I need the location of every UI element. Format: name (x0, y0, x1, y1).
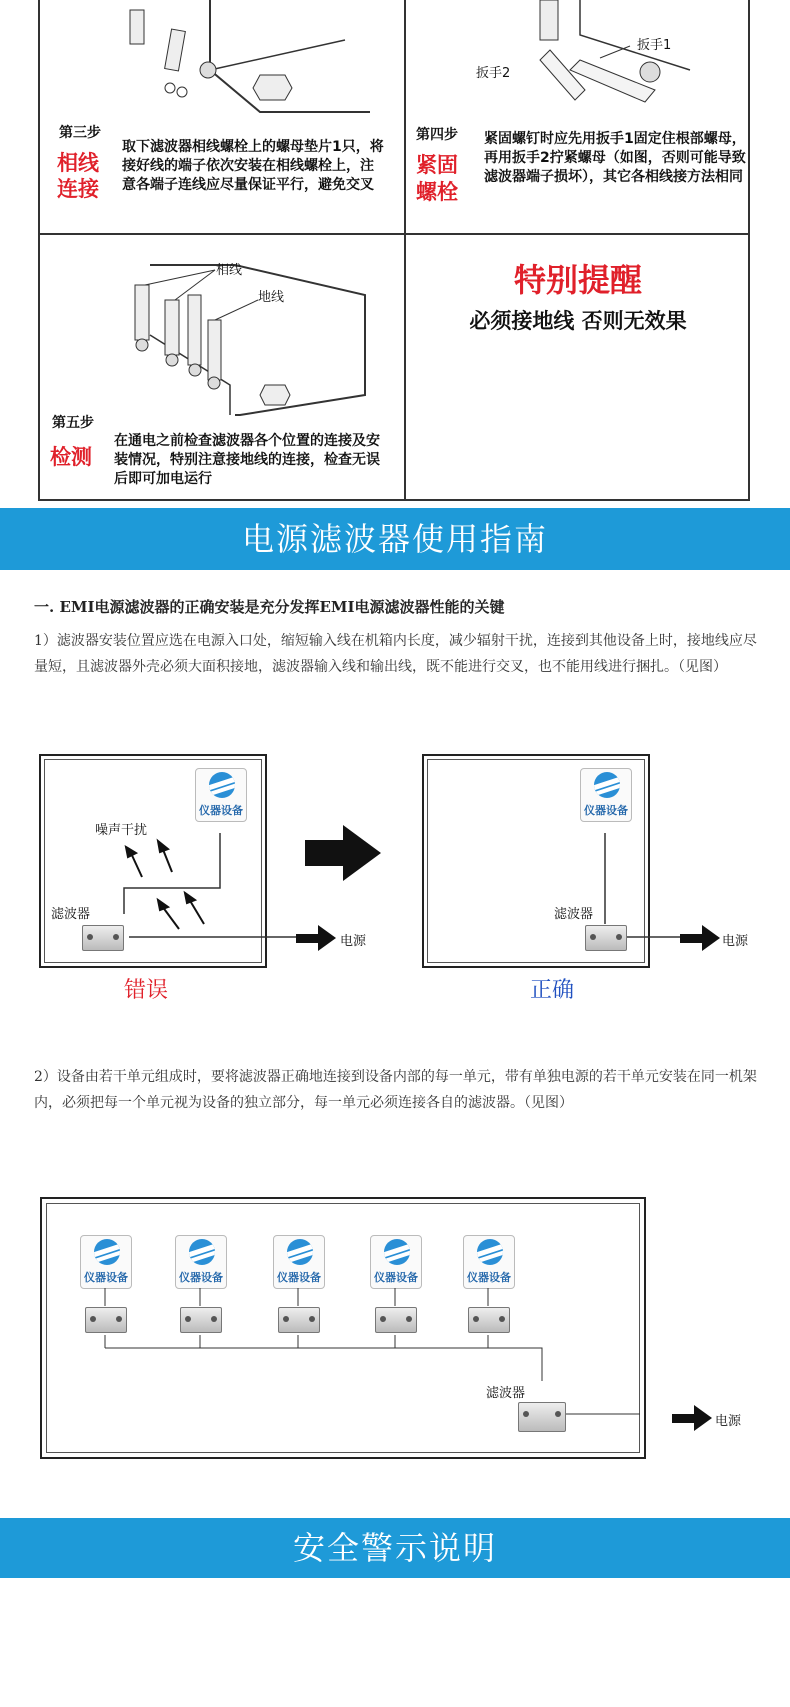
wrong-device-label: 仪器设备 (199, 804, 243, 817)
ground-wire-label: 地线 (258, 290, 285, 305)
right-label: 正确 (530, 978, 575, 1003)
step4-description: 紧固螺钉时应先用扳手1固定住根部螺母，再用扳手2拧紧螺母（如图，否则可能导致滤波器端子损坏），其它各相线接方法相同 (484, 131, 746, 185)
main-power-label: 电源 (715, 1414, 742, 1429)
right-device-label: 仪器设备 (584, 804, 628, 817)
wrong-filter-icon (82, 925, 124, 951)
unit-filter-icon (375, 1307, 417, 1333)
unit-filter-icon (278, 1307, 320, 1333)
main-power-arrow-icon (672, 1405, 714, 1431)
step4-label: 第四步 (416, 127, 458, 143)
unit-device-label: 仪器设备 (277, 1271, 321, 1284)
right-diagram-wiring (427, 759, 687, 963)
banner-usage-guide-title: 电源滤波器使用指南 (241, 520, 548, 558)
right-power-label: 电源 (722, 934, 749, 949)
reminder-title: 特别提醒 (513, 261, 642, 299)
section1-para2: 2）设备由若干单元组成时，要将滤波器正确地连接到设备内部的每一单元，带有单独电源的若干单元安装在同一机架内，必须把每一个单元视为设备的独立部分，每一单元必须连接各自的滤波器。（见图） (34, 1069, 757, 1111)
right-filter-label: 滤波器 (554, 907, 594, 922)
step5-label: 第五步 (52, 415, 94, 431)
wrong-filter-label: 滤波器 (51, 907, 91, 922)
unit-filter-icon (468, 1307, 510, 1333)
unit-filter-icon (85, 1307, 127, 1333)
wrench2-label: 扳手2 (476, 66, 511, 81)
step5-description: 在通电之前检查滤波器各个位置的连接及安装情况，特别注意接地线的连接，检查无误后即可加电运行 (114, 433, 380, 487)
wrong-power-arrow-icon (296, 925, 338, 951)
phase-wire-label: 相线 (216, 263, 243, 278)
step4-title-line1: 紧固 (416, 153, 458, 177)
main-filter-label: 滤波器 (486, 1386, 526, 1401)
banner-safety (0, 1518, 790, 1578)
grid-divider-vertical (404, 0, 406, 501)
wrong-label: 错误 (124, 978, 169, 1003)
comparison-arrow-icon (305, 825, 383, 881)
unit-filter-icon (180, 1307, 222, 1333)
unit-device-label: 仪器设备 (374, 1271, 418, 1284)
right-power-arrow-icon (680, 925, 722, 951)
wrench1-label: 扳手1 (637, 38, 672, 53)
step5-illustration (120, 245, 380, 425)
step3-title-line1: 相线 (57, 151, 99, 175)
reminder-text: 必须接地线 否则无效果 (469, 309, 687, 333)
step3-title-line2: 连接 (57, 177, 99, 201)
main-filter-icon (518, 1402, 566, 1432)
unit-device-label: 仪器设备 (84, 1271, 128, 1284)
step3-illustration (110, 0, 370, 118)
step4-title-line2: 螺栓 (416, 180, 458, 204)
banner-usage-guide (0, 508, 790, 570)
banner-safety-title: 安全警示说明 (292, 1529, 497, 1567)
noise-label: 噪声干扰 (95, 823, 148, 838)
step3-label: 第三步 (59, 125, 101, 141)
section1-heading: 一. EMI电源滤波器的正确安装是充分发挥EMI电源滤波器性能的关键 (34, 598, 505, 616)
step5-title: 检测 (50, 445, 92, 469)
unit-device-label: 仪器设备 (179, 1271, 223, 1284)
step3-description: 取下滤波器相线螺栓上的螺母垫片1只，将接好线的端子依次安装在相线螺栓上，注意各端子连线应尽量保证平行，避免交叉 (122, 139, 384, 193)
right-filter-icon (585, 925, 627, 951)
grid-divider-horizontal (38, 233, 750, 235)
step4-illustration (470, 0, 745, 112)
section1-para1: 1）滤波器安装位置应选在电源入口处，缩短输入线在机箱内长度，减少辐射干扰，连接到其他设备上时，接地线应尽量短，且滤波器外壳必须大面积接地，滤波器输入线和输出线，既不能进行交叉，也不能用线进行捆扎。（见图） (34, 633, 757, 675)
unit-device-label: 仪器设备 (467, 1271, 511, 1284)
wrong-power-label: 电源 (340, 934, 367, 949)
